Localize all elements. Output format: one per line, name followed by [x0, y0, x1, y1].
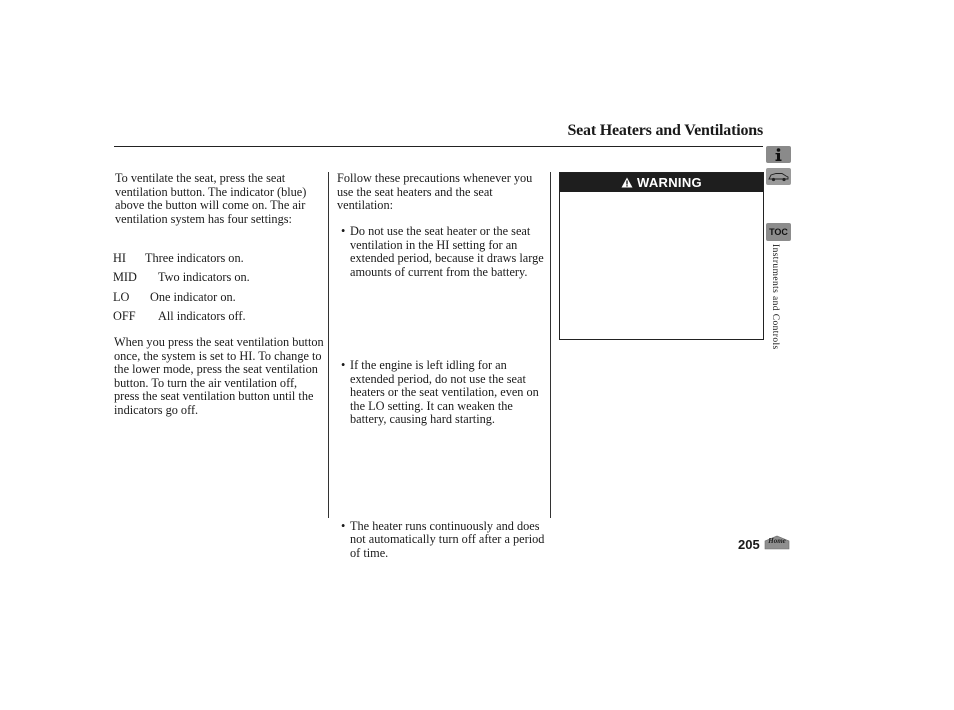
precaution-bullet	[338, 359, 550, 427]
bullet-text: If the engine is left idling for an extended period, do not use the seat heaters or the seat ventilation, even on the LO setting. It can weaken the battery, causing hard starting.	[350, 358, 539, 426]
info-tab-button[interactable]	[766, 146, 791, 163]
col1-intro: To ventilate the seat, press the seat ventilation button. The indicator (blue) above the button will come on. The air ventilation system has four settings:	[115, 171, 307, 226]
setting-desc: All indicators off.	[158, 309, 246, 323]
bullet-dot: •	[341, 224, 346, 238]
vehicle-tab-button[interactable]	[766, 168, 791, 185]
setting-desc: Two indicators on.	[158, 270, 250, 284]
home-label: Home	[768, 537, 786, 545]
col2-intro: Follow these precautions whenever you use the seat heaters and the seat ventilation:	[337, 171, 533, 212]
setting-desc: One indicator on.	[150, 290, 236, 304]
car-icon	[766, 168, 791, 185]
header-rule	[114, 146, 763, 147]
section-label: Instruments and Controls	[770, 244, 780, 350]
bullet-text: Do not use the seat heater or the seat ventilation in the HI setting for an extended period, because it draws large amounts of current from the battery.	[350, 224, 544, 279]
setting-desc: Three indicators on.	[145, 251, 244, 265]
info-icon	[766, 146, 791, 163]
setting-hi	[113, 251, 244, 265]
precaution-bullet	[338, 520, 550, 561]
column-divider-1	[328, 172, 329, 518]
bullet-dot: •	[341, 518, 346, 533]
warning-label: WARNING	[636, 175, 702, 190]
bullet-dot: •	[341, 358, 346, 372]
setting-off	[113, 309, 246, 323]
setting-lo	[113, 290, 236, 304]
setting-key: LO	[113, 290, 130, 304]
col1-outro: When you press the seat ventilation button once, the system is set to HI. To change to the lower mode, press the seat ventilation button. To turn the air ventilation off, press the seat ventilation button until the indicators go off.	[114, 335, 324, 417]
toc-tab-button[interactable]: TOC	[766, 223, 791, 241]
warning-box	[559, 172, 764, 340]
setting-key: MID	[113, 270, 137, 284]
warning-triangle-icon	[621, 175, 637, 190]
setting-key: OFF	[113, 309, 136, 323]
page-title: Seat Heaters and Ventilations	[567, 122, 763, 139]
warning-header	[560, 173, 763, 192]
page-number: 205	[738, 537, 760, 552]
setting-key: HI	[113, 251, 126, 265]
precaution-bullet	[338, 225, 550, 279]
column-divider-2	[550, 172, 551, 518]
bullet-text: The heater runs continuously and does not automatically turn off after a period of time.	[350, 518, 545, 560]
setting-mid	[113, 270, 250, 284]
